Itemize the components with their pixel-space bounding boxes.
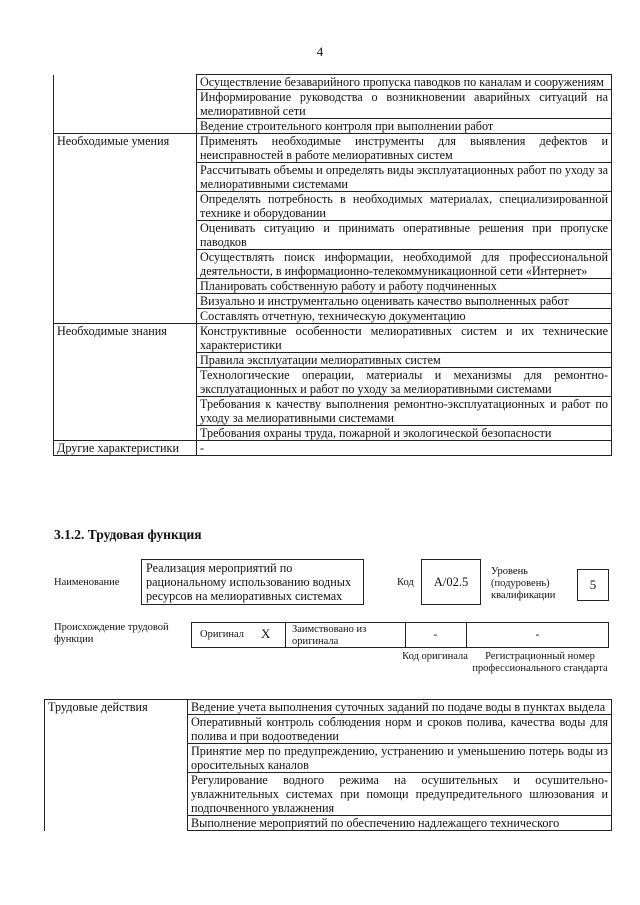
table-row: Осуществлять поиск информации, необходимой для профессиональной деятельности, в информационно-телекоммуникационной сети «Интернет» [197, 250, 612, 279]
name-label: Наименование [54, 577, 120, 588]
reg-caption: Регистрационный номер профессионального стандарта [472, 651, 608, 674]
function-name-box: Реализация мероприятий по рациональному использованию водных ресурсов на мелиоративных системах [141, 559, 364, 605]
table-row: Ведение строительного контроля при выполнении работ [197, 119, 612, 134]
borrowed-label: Заимствовано из оригинала [292, 624, 367, 647]
table-row: Правила эксплуатации мелиоративных систем [197, 353, 612, 368]
table-row: Определять потребность в необходимых материалах, специализированной технике и оборудовании [197, 192, 612, 221]
page-number: 4 [316, 44, 324, 59]
skills-label: Необходимые умения [54, 134, 197, 163]
reg-cell: - [535, 627, 540, 641]
table-row: Оперативный контроль соблюдения норм и сроков полива, качества воды для полива и при водоотведении [188, 715, 612, 744]
original-mark: X [261, 626, 271, 641]
code-cell: - [433, 627, 438, 641]
table-row: Применять необходимые инструменты для выявления дефектов и неисправностей в работе мелиоративных систем [197, 134, 612, 163]
skills-knowledge-table [53, 74, 612, 456]
actions-table [44, 699, 612, 831]
table-row: Осуществление безаварийного пропуска паводков по каналам и сооружениям [197, 75, 612, 90]
table-row: Принятие мер по предупреждению, устранению и уменьшению потерь воды из оросительных каналов [188, 744, 612, 773]
table-row: Составлять отчетную, техническую документацию [197, 309, 612, 324]
level-label: Уровень (подуровень) квалификации [491, 566, 556, 601]
table-row: Регулирование водного режима на осушительных и осушительно-увлажнительных системах при помощи предупредительного шлюзования и подпочвенного увлажнения [188, 773, 612, 816]
table-row: Требования к качеству выполнения ремонтно-эксплуатационных и работ по уходу за мелиоративными системами [197, 397, 612, 426]
level-value-box: 5 [577, 569, 609, 601]
table-row: Оценивать ситуацию и принимать оперативные решения при пропуске паводков [197, 221, 612, 250]
table-row: Требования охраны труда, пожарной и экологической безопасности [197, 426, 612, 441]
knowledge-label: Необходимые знания [54, 324, 197, 353]
table-row: Конструктивные особенности мелиоративных систем и их технические характеристики [197, 324, 612, 353]
section-title: 3.1.2. Трудовая функция [54, 527, 202, 542]
function-code-box: А/02.5 [421, 559, 481, 605]
table-row: Технологические операции, материалы и механизмы для ремонтно-эксплуатационных и работ по уходу за мелиоративными системами [197, 368, 612, 397]
origin-row [191, 622, 609, 648]
table-row: Рассчитывать объемы и определять виды эксплуатационных работ по уходу за мелиоративными системами [197, 163, 612, 192]
actions-label: Трудовые действия [45, 700, 188, 715]
code-caption: Код оригинала [402, 651, 468, 662]
code-label: Код [397, 577, 414, 588]
other-label: Другие характеристики [54, 441, 197, 456]
table-row: Планировать собственную работу и работу подчиненных [197, 279, 612, 294]
table-row: Визуально и инструментально оценивать качество выполненных работ [197, 294, 612, 309]
table-row: Информирование руководства о возникновении аварийных ситуаций на мелиоративной сети [197, 90, 612, 119]
origin-label: Происхождение трудовой функции [54, 622, 169, 645]
table-row: Ведение учета выполнения суточных заданий по подаче воды в пунктах выдела [188, 700, 612, 715]
other-value: - [197, 441, 612, 456]
table-row: Выполнение мероприятий по обеспечению надлежащего технического [188, 816, 612, 831]
original-label: Оригинал [200, 629, 244, 640]
